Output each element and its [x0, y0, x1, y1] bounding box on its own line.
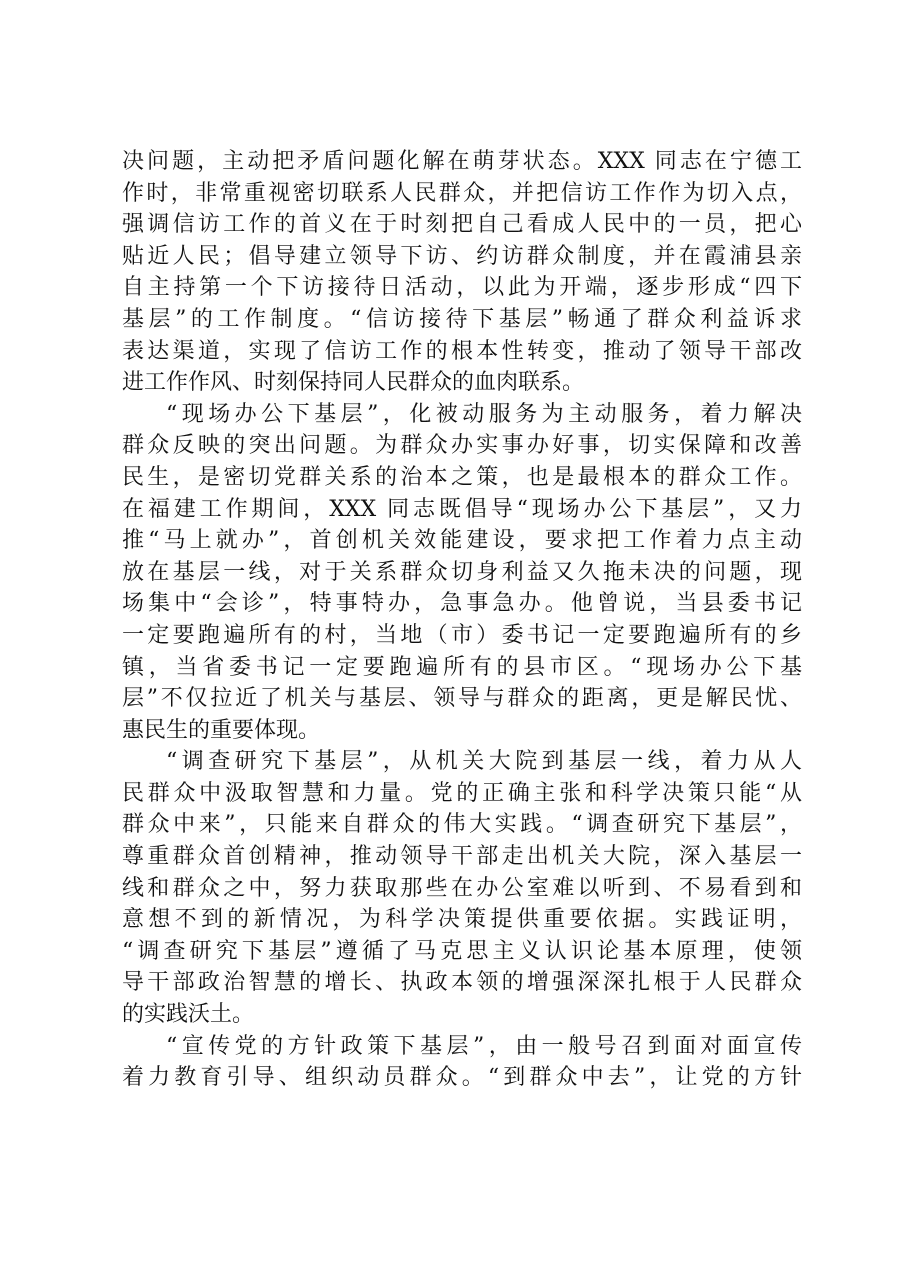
text-line: 着力教育引导、组织动员群众。“到群众中去”，让党的方针 — [122, 1065, 802, 1091]
text-line: 基层”的工作制度。“信访接待下基层”畅通了群众利益诉求 — [122, 306, 802, 332]
text-line: 自主持第一个下访接待日活动，以此为开端，逐步形成“四下 — [122, 275, 802, 301]
text-line: 贴近人民；倡导建立领导下访、约访群众制度，并在霞浦县亲 — [122, 243, 802, 269]
text-line: 群众中来”，只能来自群众的伟大实践。“调查研究下基层”， — [122, 812, 802, 838]
body-text — [122, 146, 802, 1094]
text-line: 线和群众之中，努力获取那些在办公室难以听到、不易看到和 — [122, 875, 802, 901]
text-line: 意想不到的新情况，为科学决策提供重要依据。实践证明， — [122, 907, 802, 933]
text-line: 放在基层一线，对于关系群众切身利益又久拖未决的问题，现 — [122, 559, 802, 585]
text-line: “宣传党的方针政策下基层”，由一般号召到面对面宣传 — [166, 1033, 802, 1059]
text-line: 惠民生的重要体现。 — [122, 717, 321, 743]
text-line: 一定要跑遍所有的村，当地（市）委书记一定要跑遍所有的乡 — [122, 622, 802, 648]
text-line: “调查研究下基层”，从机关大院到基层一线，着力从人 — [166, 749, 802, 775]
text-line: 层”不仅拉近了机关与基层、领导与群众的距离，更是解民忧、 — [122, 686, 802, 712]
text-line: 在福建工作期间，XXX 同志既倡导“现场办公下基层”，又力 — [122, 496, 802, 522]
text-line: 民生，是密切党群关系的治本之策，也是最根本的群众工作。 — [122, 464, 802, 490]
text-line: 强调信访工作的首义在于时刻把自己看成人民中的一员，把心 — [122, 212, 802, 238]
text-line: “调查研究下基层”遵循了马克思主义认识论基本原理，使领 — [122, 938, 802, 964]
text-line: “现场办公下基层”，化被动服务为主动服务，着力解决 — [166, 401, 802, 427]
text-line: 决问题，主动把矛盾问题化解在萌芽状态。XXX 同志在宁德工 — [122, 149, 802, 174]
text-line: 尊重群众首创精神，推动领导干部走出机关大院，深入基层一 — [122, 844, 802, 870]
text-line: 作时，非常重视密切联系人民群众，并把信访工作作为切入点， — [122, 180, 802, 206]
text-line: 场集中“会诊”，特事特办，急事急办。他曾说，当县委书记 — [122, 591, 802, 617]
text-line: 表达渠道，实现了信访工作的根本性转变，推动了领导干部改 — [122, 338, 802, 364]
text-line: 进工作作风、时刻保持同人民群众的血肉联系。 — [122, 370, 585, 396]
text-line: 镇，当省委书记一定要跑遍所有的县市区。“现场办公下基 — [122, 654, 802, 680]
text-line: 推“马上就办”，首创机关效能建设，要求把工作着力点主动 — [122, 528, 802, 554]
text-line: 民群众中汲取智慧和力量。党的正确主张和科学决策只能“从 — [122, 780, 802, 806]
text-line: 群众反映的突出问题。为群众办实事办好事，切实保障和改善 — [122, 433, 802, 459]
text-line: 导干部政治智慧的增长、执政本领的增强深深扎根于人民群众 — [122, 970, 802, 996]
text-line: 的实践沃土。 — [122, 1002, 255, 1028]
